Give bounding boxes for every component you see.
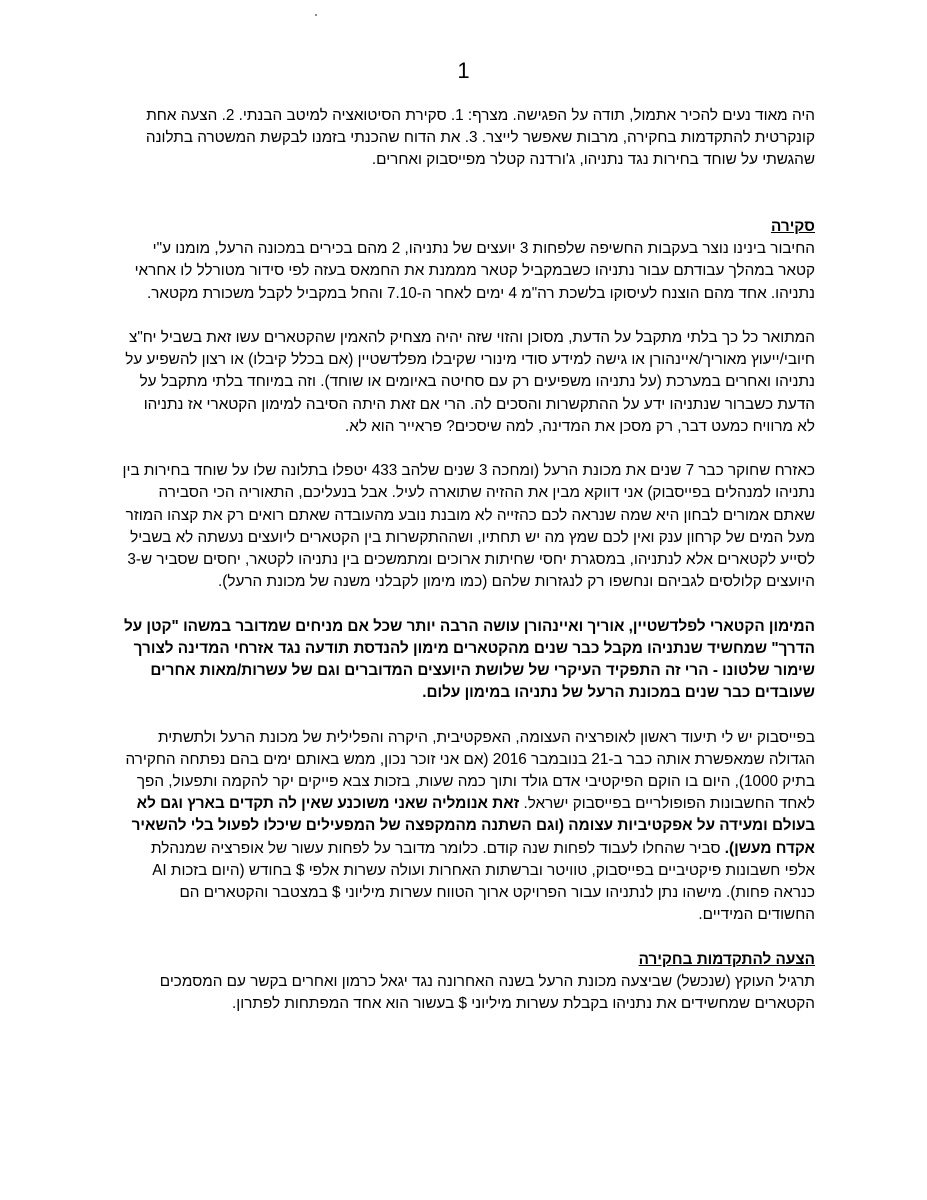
scan-dot bbox=[315, 14, 317, 16]
review-paragraph-3: כאזרח שחוקר כבר 7 שנים את מכונת הרעל (ומחכה 3 שנים שלהב 433 יטפלו בתלונה שלו על שוחד בחירות בין נתניהו למנהלים בפייסבוק) אני דווקא מבין את ההזיה שתוארה לעיל. אבל בנעליכם, התאוריה הכי הסבירה שאתם אמורים לבחון היא שמה שנראה לכם כהזייה לא מובנת נובע מהעובדה שאתם רואים רק את קצהו המוזר מעל המים של קרחון ענק ואין לכם שמץ מה יש תחתיו, ושההתקשרות בין הקטארים ליועצים נעשתה לא בשביל לסייע לקטארים אלא לנתניהו, במסגרת יחסי שחיתות ארוכים ומתמשכים בין נתניהו לקטאר, יחסים שסביר ש-3 היועצים קלולסים לגביהם ונחשפו רק לנגזרות שלהם (כמו מימון לקבלני משנה של מכונת הרעל). bbox=[122, 462, 815, 591]
review-heading: סקירה bbox=[771, 217, 815, 235]
review-p5-part-b: סביר שהחלו לעבוד לפחות שנה קודם. כלומר מדובר על לפחות עשור של אופרציה שמנהלת אלפי חשבונות פיקטיביים בפייסבוק, טוויטר וברשתות האחרות ועולה עשרות אלפי $ בחודש (היום בזכות AI כנראה פחות). מישהו נתן לנתניהו עבור הפרויקט ארוך הטווח עשרות מיליוני $ במצטבר והקטארים הם החשודים המידיים. bbox=[150, 839, 815, 924]
review-p5-part-a: בפייסבוק יש לי תיעוד ראשון לאופרציה העצומה, האפקטיבית, היקרה והפלילית של מכונת הרעל ולתשתית הגדולה שמאפשרת אותה כבר ב-21 בנובמבר 2016 (אם אני זוכר נכון, ממש באותם ימים בהם נפתחה החקירה בתיק 1000), היום בו הוקם הפיקטיבי אדם גולד ותוך כמה שעות, בזכות צבא פייקים יקר להקמה ותפעול, הפך לאחד החשבונות הפופולריים בפייסבוק ישראל. bbox=[125, 728, 815, 813]
document-body bbox=[122, 105, 815, 1037]
proposal-heading: הצעה להתקדמות בחקירה bbox=[638, 950, 815, 968]
proposal-paragraph-1: תרגיל העוקץ (שנכשל) שביצעה מכונת הרעל בשנה האחרונה נגד יגאל כרמון ואחרים בקשר עם המסמכים הקטארים שמחשידים את נתניהו בקבלת עשרות מיליוני $ בעשור הוא אחד המפתחות לפתרון. bbox=[159, 972, 815, 1013]
intro-paragraph: היה מאוד נעים להכיר אתמול, תודה על הפגישה. מצרף: 1. סקירת הסיטואציה למיטב הבנתי. 2. הצעה אחת קונקרטית להתקדמות בחקירה, מרבות שאפשר לייצר. 3. את הדוח שהכנתי בזמנו לבקשת המשטרה בתלונה שהגשתי על שוחד בחירות נגד נתניהו, ג'ורדנה קטלר מפייסבוק ואחרים. bbox=[145, 107, 815, 169]
review-paragraph-4: המימון הקטארי לפלדשטיין, אוריך ואיינהורן עושה הרבה יותר שכל אם מניחים שמדובר במשהו "קטן על הדרך" שמחשיד שנתניהו מקבל כבר שנים מהקטארים מימון להנדסת תודעה נגד אזרחי המדינה לצורך שימור שלטונו - הרי זה התפקיד העיקרי של שלושת היועצים המדוברים וגם של עשרות/מאות אחרים שעובדים כבר שנים במכונת הרעל של נתניהו במימון עלום. bbox=[123, 617, 815, 702]
review-paragraph-1: החיבור בינינו נוצר בעקבות החשיפה שלפחות 3 יועצים של נתניהו, 2 מהם בכירים במכונה הרעל, מומנו ע"י קטאר במהלך עבודתם עבור נתניהו כשבמקביל קטאר מממנת את החמאס בעזה לפי סידור מטורלל לו אחראי נתניהו. אחד מהם הוצנח לעיסוקו בלשכת רה"מ 4 ימים לאחר ה-7.10 והחל במקביל לקבל משכורת מקטאר. bbox=[134, 240, 815, 302]
spacer bbox=[122, 194, 815, 216]
review-paragraph-5 bbox=[122, 727, 815, 927]
review-p5-bold: זאת אנומליה שאני משוכנע שאין לה תקדים בארץ וגם לא בעולם ומעידה על אפקטיביות עצומה (וגם השתנה מהמקפצה של המפעילים שיכלו לפעול בלי להשאיר אקדח מעשן). bbox=[131, 795, 815, 857]
review-paragraph-2: המתואר כל כך בלתי מתקבל על הדעת, מסוכן והזוי שזה יהיה מצחיק להאמין שהקטארים עשו זאת בשביל יח"צ חיובי/ייעוץ מאוריך/איינהורן או גישה למידע סודי מינורי שקיבלו מפלדשטיין (אם בכלל קיבלו) או רצון להשפיע על נתניהו ואחרים במערכת (על נתניהו משפיעים רק עם סחיטה באיומים או שוחד). וזה במיוחד בלתי מתקבל על הדעת כשברור שנתניהו ידע על ההתקשרות והסכים לה. הרי אם זאת היתה הסיבה למימון הקטארי אז נתניהו לא מרוויח כמעט דבר, רק מסכן את המדינה, למה שיסכים? פראייר הוא לא. bbox=[125, 328, 815, 435]
page-number: 1 bbox=[457, 58, 470, 83]
